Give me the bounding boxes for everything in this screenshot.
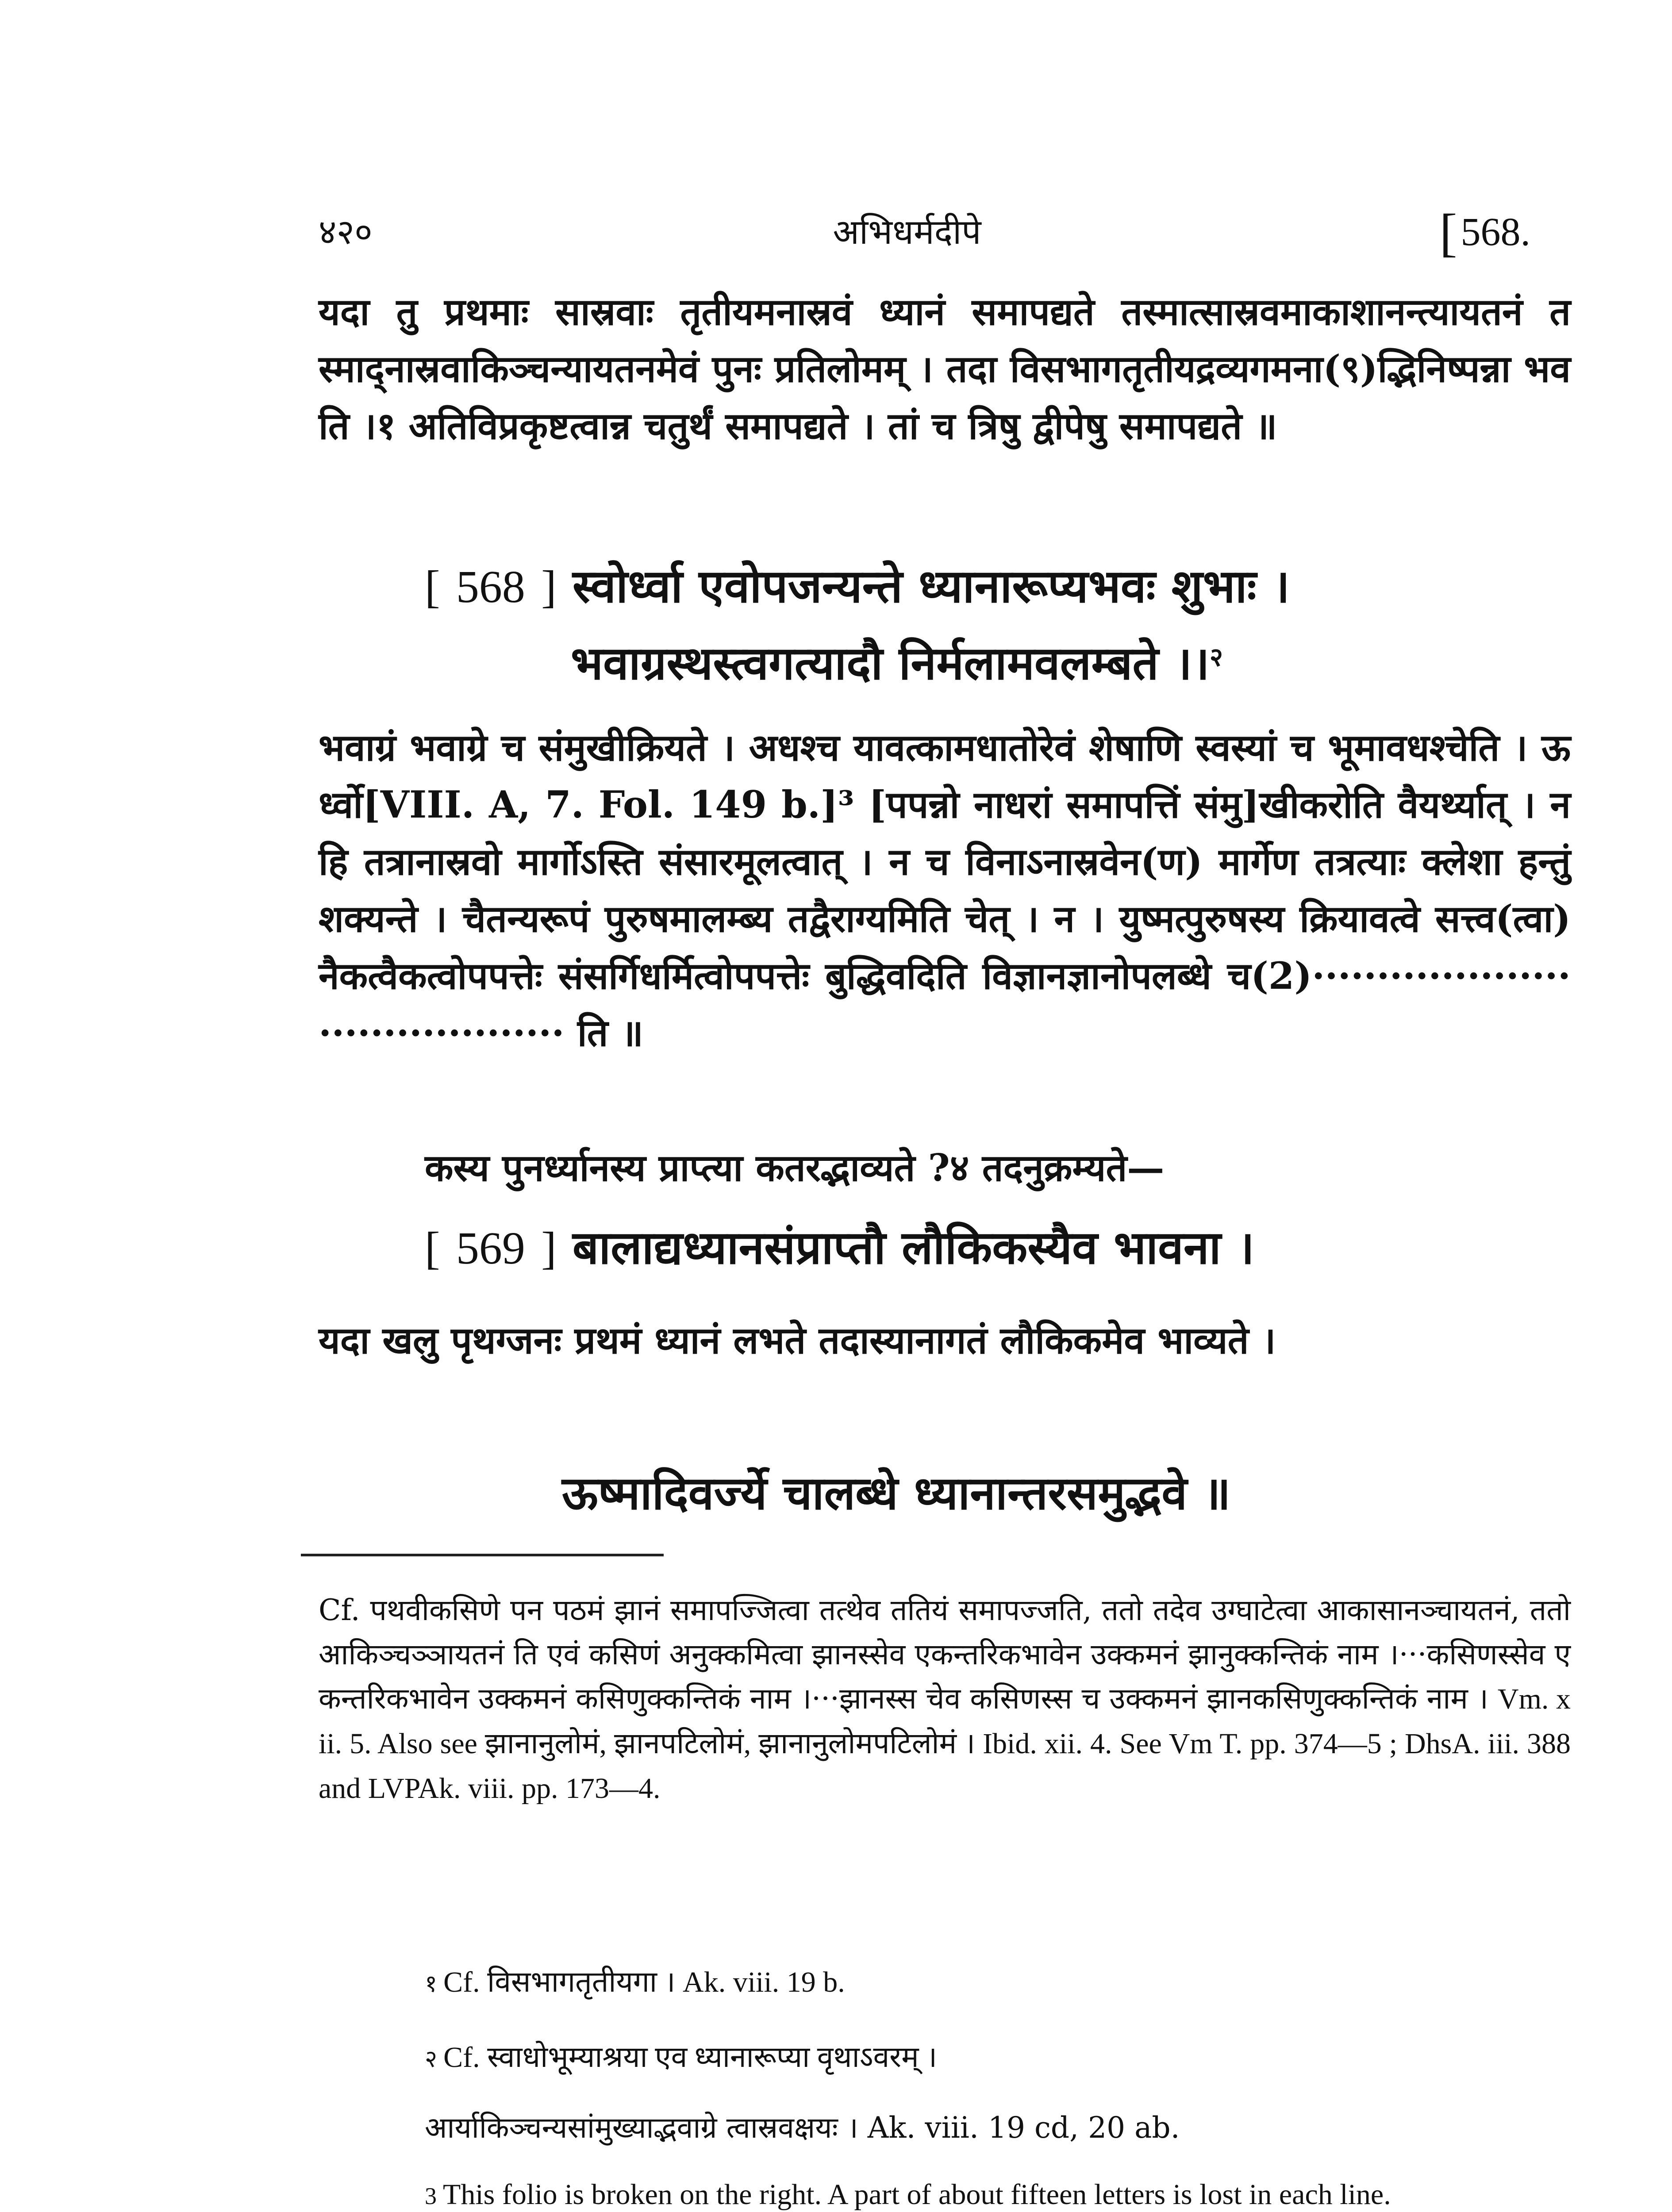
karika-568-line-1: [425, 553, 1290, 620]
section-marker: [1439, 203, 1530, 262]
karika-text: भवाग्रस्थस्त्वगत्यादौ निर्मलामवलम्बते ।।: [571, 636, 1210, 690]
footnote-refs: Vm. xii. 5. Also see झानानुलोमं, झानपटिलोमं, झानानुलोमपटिलोमं । Ibid. xii. 4. See Vm T. pp. 374—5 ; DhsA. iii. 388 and LVPAk. viii. pp. 173—4.: [319, 1683, 1571, 1805]
karika-568-line-2: [571, 624, 1223, 696]
footnote-mark: १: [425, 1970, 438, 1997]
footnote-3: [319, 2172, 1571, 2212]
commentary-paragraph-1: यदा तु प्रथमाः सास्रवाः तृतीयमनास्रवं ध्यानं समापद्यते तस्मात्सास्रवमाकाशानन्त्यायतनं तस्माद्नास्रवाकिञ्चन्यायतनमेवं पुनः प्रतिलोमम् । तदा विसभागतृतीयद्रव्यगमना(९)द्भिनिष्पन्ना भवति ।१ अतिविप्रकृष्टत्वान्न चतुर्थं समापद्यते । तां च त्रिषु द्वीपेषु समापद्यते ॥: [319, 290, 1571, 448]
karika-bracket-close: ]: [541, 1223, 557, 1274]
karika-number: 568: [456, 561, 525, 612]
verse-line: ऊष्मादिवर्ज्ये चालब्धे ध्यानान्तरसमुद्भवे ॥: [562, 1466, 1231, 1520]
footnote-2-line-2: आर्याकिञ्चन्यसांमुख्याद्भवाग्रे त्वास्रवक्षयः । Ak. viii. 19 cd, 20 ab.: [425, 2111, 1180, 2145]
karika-569: [425, 1214, 1254, 1282]
karika-bracket-close: ]: [541, 561, 557, 612]
footnote-mark: २: [425, 2045, 438, 2073]
footnote-divider: [301, 1554, 664, 1556]
footnote-text: Cf. पथवीकसिणे पन पठमं झानं समापज्जित्वा तत्थेव ततियं समापज्जति, ततो तदेव उग्घाटेत्वा आकासानञ्चायतनं, ततो आकिञ्चञ्ञायतनं ति एवं कसिणं अनुक्कमित्वा झानस्सेव एकन्तरिकभावेन उक्कमनं झानुक्कन्तिकं नाम ।···कसिणस्सेव एकन्तरिकभावेन उक्कमनं कसिणुक्कन्तिकं नाम ।···झानस्स चेव कसिणस्स च उक्कमनं झानकसिणुक्कन्तिकं नाम ।: [319, 1593, 1571, 1716]
footnote-cf-pali: [319, 1588, 1571, 1811]
footnote-ref: २: [1209, 642, 1223, 672]
karika-number: 569: [456, 1223, 525, 1274]
karika-bracket-open: [: [425, 561, 440, 612]
footnote-2: [425, 2035, 1571, 2081]
footnote-text: This folio is broken on the right. A part of about fifteen letters is lost in each line.: [443, 2178, 1391, 2211]
running-title: अभिधर्मदीपे: [833, 212, 981, 252]
karika-bracket-open: [: [425, 1223, 440, 1274]
section-number: 568.: [1461, 210, 1530, 254]
footnote-text: Cf. विसभागतृतीयगा । Ak. viii. 19 b.: [443, 1966, 845, 1998]
footnote-text: Cf. स्वाधोभूम्याश्रया एव ध्यानारूप्या वृथाऽवरम् ।: [443, 2041, 938, 2074]
karika-text: स्वोर्ध्वा एवोपजन्यन्ते ध्यानारूप्यभवः शुभाः ।: [572, 559, 1290, 613]
commentary-paragraph-3: यदा खलु पृथग्जनः प्रथमं ध्यानं लभते तदास्यानागतं लौकिकमेव भाव्यते ।: [319, 1318, 1276, 1362]
footnote-mark: 3: [425, 2183, 437, 2209]
footnote-1: [425, 1960, 1571, 2006]
page-number: ४२०: [319, 212, 373, 252]
karika-text: बालाद्यध्यानसंप्राप्तौ लौकिकस्यैव भावना ।: [572, 1220, 1255, 1275]
section-bracket: [: [1439, 203, 1457, 262]
question-line: कस्य पुनर्ध्यानस्य प्राप्त्या कतरद्भाव्यते ?४ तदनुक्रम्यते—: [425, 1146, 1165, 1190]
commentary-paragraph-2: भवाग्रं भवाग्रे च संमुखीक्रियते । अधश्च यावत्कामधातोरेवं शेषाणि स्वस्यां च भूमावधश्चेति । ऊर्ध्वो[VIII. A, 7. Fol. 149 b.]³ [पपन्नो नाधरां समापत्तिं संमु]खीकरोति वैयर्थ्यात् । न हि तत्रानास्रवो मार्गोऽस्ति संसारमूलत्वात् । न च विनाऽनास्रवेन(ण) मार्गेण तत्रत्याः क्लेशा हन्तुं शक्यन्ते । चैतन्यरूपं पुरुषमालम्ब्य तद्वैराग्यमिति चेत् । न । युष्मत्पुरुषस्य क्रियावत्वे सत्त्व(त्वा)नैकत्वैकत्वोपपत्तेः संसर्गिधर्मित्वोपपत्तेः बुद्धिवदिति विज्ञानज्ञानोपलब्धे च(2)······································· ति ॥: [319, 726, 1571, 1055]
